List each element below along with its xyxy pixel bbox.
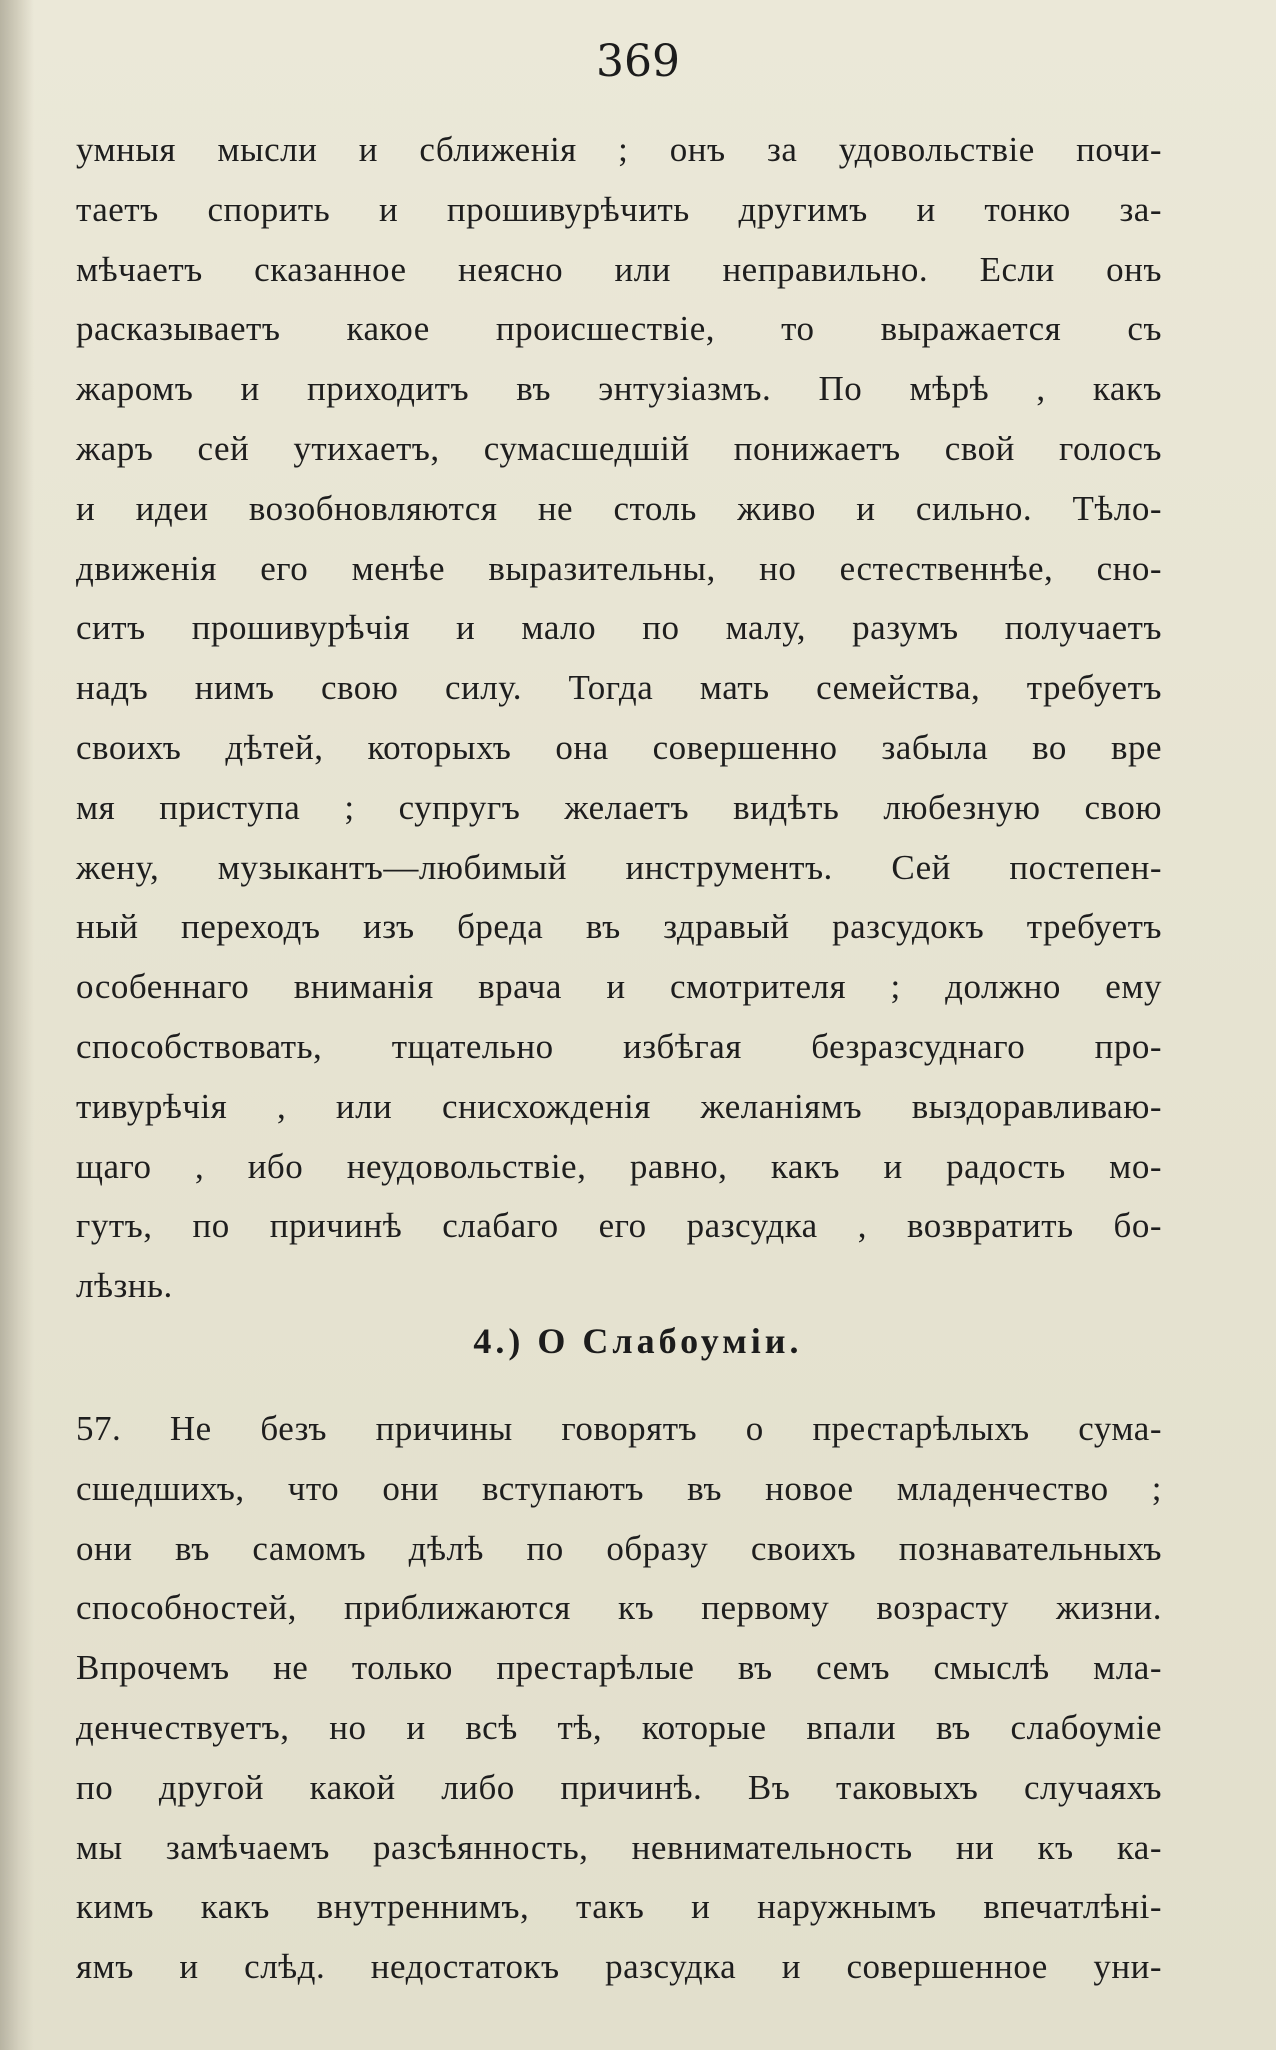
text-line: умныя мысли и сближенія ; онъ за удовольствіе почи- [76, 130, 1162, 169]
text-line: расказываетъ какое происшествіе, то выражается съ [76, 309, 1162, 349]
text-line: особеннаго вниманія врача и смотрителя ; должно ему [76, 967, 1162, 1007]
text-line: и идеи возобновляются не столь живо и сильно. Тѣло- [76, 488, 1162, 528]
text-line: способствовать, тщательно избѣгая безразсуднаго про- [76, 1026, 1162, 1066]
text-line: денчествуетъ, но и всѣ тѣ, которые впали въ слабоуміе [76, 1707, 1162, 1747]
text-line: Впрочемъ не только престарѣлые въ семъ смыслѣ мла- [76, 1648, 1162, 1688]
text-line: сшедшихъ, что они вступаютъ въ новое младенчество ; [76, 1468, 1162, 1508]
paragraph-continued [76, 120, 1162, 1316]
text-line: ситъ прошивурѣчія и мало по малу, разумъ получаетъ [76, 608, 1162, 648]
text-line: мя приступа ; супругъ желаетъ видѣть любезную свою [76, 787, 1162, 827]
text-line: 57. Не безъ причины говорятъ о престарѣлыхъ сума- [76, 1409, 1162, 1448]
text-line: жену, музыкантъ—любимый инструментъ. Сей постепен- [76, 847, 1162, 887]
text-line: жаромъ и приходитъ въ энтузіазмъ. По мѣрѣ , какъ [76, 369, 1162, 409]
text-line: надъ нимъ свою силу. Тогда мать семейства, требуетъ [76, 668, 1162, 708]
text-line: щаго , ибо неудовольствіе, равно, какъ и радость мо- [76, 1146, 1162, 1186]
text-line: движенія его менѣе выразительны, но естественнѣе, сно- [76, 548, 1162, 588]
text-line: способностей, приближаются къ первому возрасту жизни. [76, 1588, 1162, 1628]
text-line: своихъ дѣтей, которыхъ она совершенно забыла во вре [76, 727, 1162, 767]
text-line: ный переходъ изъ бреда въ здравый разсудокъ требуетъ [76, 907, 1162, 947]
text-line: ямъ и слѣд. недостатокъ разсудка и совершенное уни- [76, 1947, 1162, 1987]
text-line: гутъ, по причинѣ слабаго его разсудка , возвратить бо- [76, 1206, 1162, 1246]
text-line: по другой какой либо причинѣ. Въ таковыхъ случаяхъ [76, 1767, 1162, 1807]
text-line: мы замѣчаемъ разсѣянность, невнимательность ни къ ка- [76, 1827, 1162, 1867]
text-line: жаръ сей утихаетъ, сумасшедшій понижаетъ свой голосъ [76, 428, 1162, 468]
text-line: они въ самомъ дѣлѣ по образу своихъ познавательныхъ [76, 1528, 1162, 1568]
text-line: тивурѣчія , или снисхожденія желаніямъ выздоравливаю- [76, 1086, 1162, 1126]
paragraph-57 [76, 1399, 1162, 1997]
page-gutter-shadow [0, 0, 34, 2050]
text-line: лѣзнь. [76, 1266, 173, 1306]
text-line: кимъ какъ внутреннимъ, такъ и наружнымъ впечатлѣні- [76, 1887, 1162, 1927]
section-heading: 4.) О Слабоуміи. [473, 1321, 803, 1361]
text-line: таетъ спорить и прошивурѣчить другимъ и тонко за- [76, 189, 1162, 229]
page-number: 369 [596, 36, 680, 87]
text-line: мѣчаетъ сказанное неясно или неправильно. Если онъ [76, 249, 1162, 289]
